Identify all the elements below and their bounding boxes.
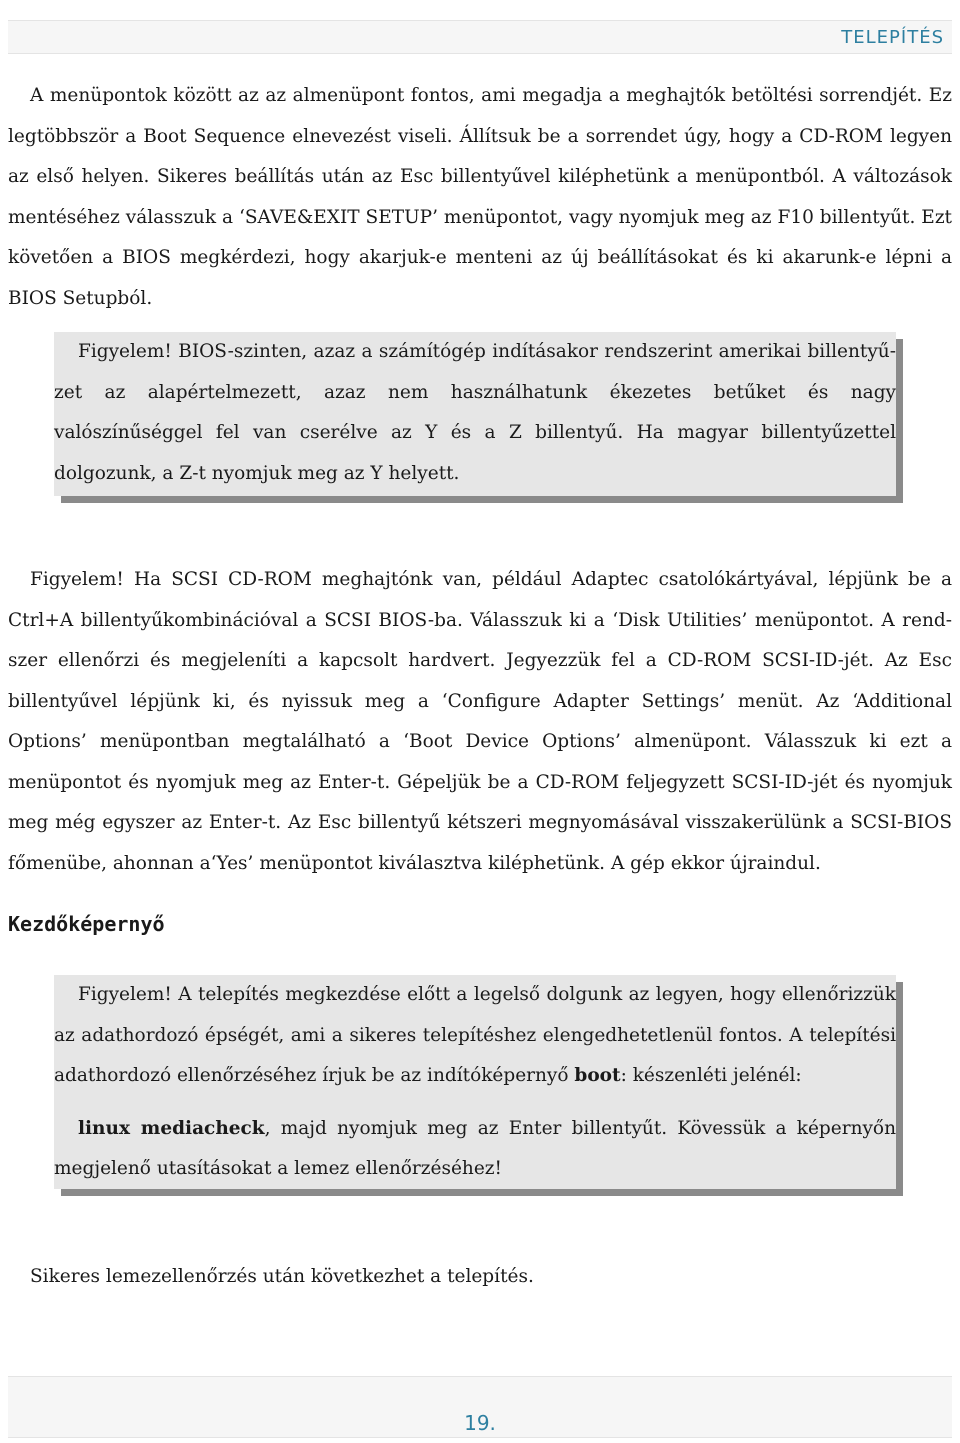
paragraph-text: Figyelem! Ha SCSI CD-ROM meghajtónk van, például Adaptec csatolókártyával, lépjünk be a Ctrl+A billentyűkombinációval a SCSI BIOS-ba. Válasszuk ki a ‘Disk Utilities’ menüpontot. A rendszer ellenőrzi és megjeleníti a kapcsolt hardvert. Jegyezzük fel a CD-ROM SCSI-ID-jét. Az Esc billentyűvel lépjünk ki, és nyissuk meg a ‘Configure Adapter Settings’ menüt. Az ‘Additional Options’ menüpontban megtalálható a ‘Boot Device Options’ almenüpont. Válasszuk ki ezt a menüpontot és nyomjuk meg az Enter-t. Gépeljük be a CD-ROM feljegyzett SCSI-ID-jét és nyomjuk meg még egyszer az Enter-t. Az Esc billentyű kétszeri megnyomásával visszakerülünk a SCSI-BIOS főmenübe, ahonnan a‘Yes’ menüpontot kiválasztva kiléphetünk. A gép ekkor újraindul.: [8, 569, 952, 874]
boot-keyword: boot: [574, 1065, 621, 1086]
note-text: [54, 975, 896, 1097]
note-body: Figyelem! BIOS-szinten, azaz a számítógép indításakor rendszerint amerikai billentyűzet az alapértelmezett, azaz nem használhatunk ékezetes betűket és nagy valószínűséggel fel van cserélve az Y és a Z billentyű. Ha magyar billentyűzettel dolgozunk, a Z-t nyomjuk meg az Y helyett.: [54, 341, 896, 484]
page-footer: [8, 1376, 952, 1438]
note-body-end: : készenléti jelénél:: [620, 1065, 802, 1086]
command-instructions: , majd nyomjuk meg az Enter billentyűt. Kövessük a képernyőn megjelenő utasításokat a lemez ellenőrzéséhez!: [54, 1117, 896, 1179]
paragraph-boot-sequence: [8, 76, 952, 319]
note-text: [54, 332, 896, 494]
paragraph-scsi: [8, 560, 952, 884]
command-keyword: linux mediacheck: [78, 1117, 265, 1139]
note-box-mediacheck: [54, 975, 896, 1189]
section-heading: Kezdőképernyő: [8, 912, 165, 936]
paragraph-text: Sikeres lemezellenőrzés után következhet a telepítés.: [30, 1266, 534, 1287]
note-command: [54, 1109, 896, 1190]
paragraph-conclusion: [8, 1257, 952, 1298]
note-body-start: Figyelem! A telepítés megkezdése előtt a legelső dolgunk az legyen, hogy ellenőrizzük az adathordozó épségét, ami a sikeres telepítéshez elengedhetetlenül fontos. A telepítési adathordozó ellenőrzéséhez írjuk be az indítóképernyő: [54, 984, 896, 1086]
page-number: 19.: [464, 1411, 496, 1435]
page-header: [8, 20, 952, 54]
note-box-keyboard: [54, 332, 896, 496]
paragraph-text: A menüpontok között az az almenüpont fontos, ami megadja a meghajtók betöltési sorrendjét. Ez legtöbbször a Boot Sequence elnevezést viseli. Állítsuk be a sorrendet úgy, hogy a CD-ROM legyen az első helyen. Sikeres beállítás után az Esc billentyűvel kiléphetünk a menüpontból. A változások mentéséhez válasszuk a ‘SAVE&EXIT SETUP’ menüpontot, vagy nyomjuk meg az F10 billentyűt. Ezt követően a BIOS megkérdezi, hogy akarjuk-e menteni az új beállításokat és ki akarunk-e lépni a BIOS Setupból.: [8, 85, 952, 309]
chapter-title: TELEPÍTÉS: [841, 27, 944, 48]
